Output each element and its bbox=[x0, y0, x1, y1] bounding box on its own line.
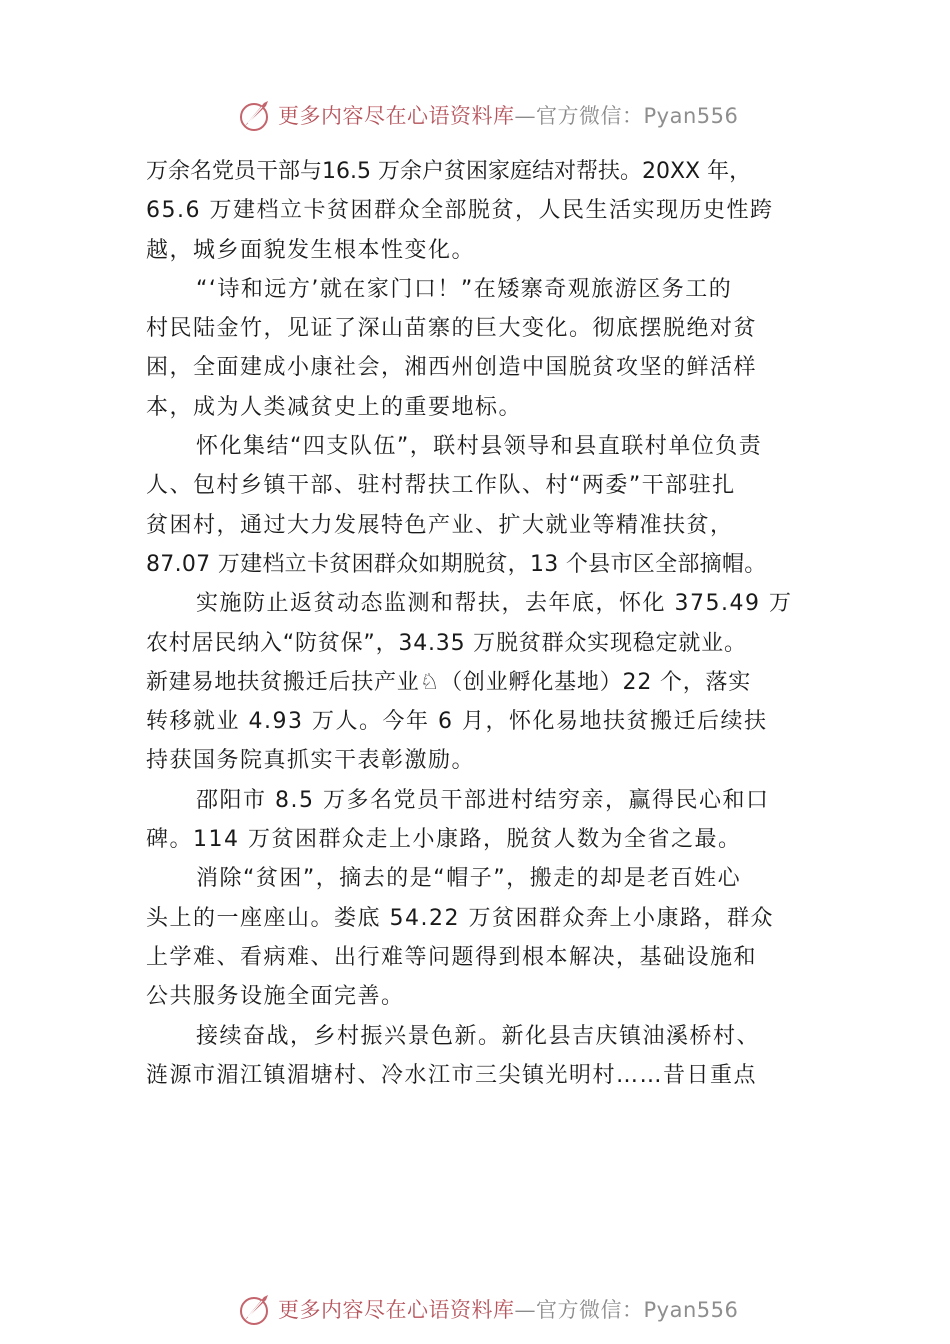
text-line: 人、包村乡镇干部、驻村帮扶工作队、村“两委”干部驻扎 bbox=[146, 473, 736, 499]
text-line: 农村居民纳入“防贫保”，34.35 万脱贫群众实现稳定就业。 bbox=[146, 630, 747, 656]
text-line: 上学难、看病难、出行难等问题得到根本解决，基础设施和 bbox=[146, 944, 758, 970]
paragraph-start-line: 实施防止返贫动态监测和帮扶，去年底，怀化 375.49 万 bbox=[196, 591, 793, 617]
paragraph-start-line: 邵阳市 8.5 万多名党员干部进村结穷亲，赢得民心和口 bbox=[196, 787, 770, 813]
text-line: 87.07 万建档立卡贫困群众如期脱贫，13 个县市区全部摘帽。 bbox=[146, 551, 767, 577]
banner-wechat-label: 官方微信： bbox=[536, 104, 644, 128]
paragraph-start-line: 接续奋战，乡村振兴景色新。新化县吉庆镇油溪桥村、 bbox=[196, 1023, 761, 1049]
text-line: 困，全面建成小康社会，湘西州创造中国脱贫攻坚的鲜活样 bbox=[146, 355, 758, 381]
text-line: 涟源市湄江镇湄塘村、冷水江市三尖镇光明村……昔日重点 bbox=[146, 1062, 758, 1088]
text-line: 越，城乡面貌发生根本性变化。 bbox=[146, 237, 476, 263]
banner-wechat-account: Pyan556 bbox=[643, 104, 739, 128]
banner-dash: — bbox=[514, 1298, 536, 1322]
text-line: 转移就业 4.93 万人。今年 6 月，怀化易地扶贫搬迁后续扶 bbox=[146, 709, 768, 735]
text-line: 村民陆金竹，见证了深山苗寨的巨大变化。彻底摆脱绝对贫 bbox=[146, 316, 758, 342]
line-text: 万余名党员干部与16.5 万余户贫困家庭结对帮扶。20XX 年， bbox=[146, 159, 752, 184]
banner-wechat-account: Pyan556 bbox=[643, 1298, 739, 1322]
banner-main-text: 更多内容尽在心语资料库 bbox=[278, 104, 515, 128]
banner-main-text: 更多内容尽在心语资料库 bbox=[278, 1298, 515, 1322]
banner-text bbox=[278, 100, 738, 130]
banner-wechat-label: 官方微信： bbox=[536, 1298, 644, 1322]
footer-watermark-banner bbox=[238, 1289, 738, 1329]
banner-text bbox=[278, 1294, 738, 1324]
text-line: 本，成为人类减贫史上的重要地标。 bbox=[146, 394, 523, 420]
quill-logo-icon bbox=[238, 97, 274, 133]
article-body bbox=[146, 152, 846, 1095]
text-line: 头上的一座座山。娄底 54.22 万贫困群众奔上小康路，群众 bbox=[146, 905, 774, 931]
paragraph-start-line: “‘诗和远方’就在家门口！”在矮寨奇观旅游区务工的 bbox=[196, 276, 733, 302]
paragraph-start-line: 怀化集结“四支队伍”，联村县领导和县直联村单位负责 bbox=[196, 434, 763, 460]
text-line: 持获国务院真抓实干表彰激励。 bbox=[146, 748, 476, 774]
text-line: 碑。114 万贫困群众走上小康路，脱贫人数为全省之最。 bbox=[146, 827, 742, 853]
paragraph-start-line: 消除“贫困”，摘去的是“帽子”，搬走的却是老百姓心 bbox=[196, 866, 742, 892]
header-watermark-banner bbox=[238, 95, 738, 135]
banner-dash: — bbox=[514, 104, 536, 128]
text-line bbox=[146, 152, 846, 191]
text-line: 贫困村，通过大力发展特色产业、扩大就业等精准扶贫， bbox=[146, 512, 734, 538]
quill-logo-icon bbox=[238, 1291, 274, 1327]
text-line: 公共服务设施全面完善。 bbox=[146, 984, 405, 1010]
text-line: 65.6 万建档立卡贫困群众全部脱贫，人民生活实现历史性跨 bbox=[146, 198, 774, 224]
text-line: 新建易地扶贫搬迁后扶产业♘（创业孵化基地）22 个，落实 bbox=[146, 669, 752, 695]
